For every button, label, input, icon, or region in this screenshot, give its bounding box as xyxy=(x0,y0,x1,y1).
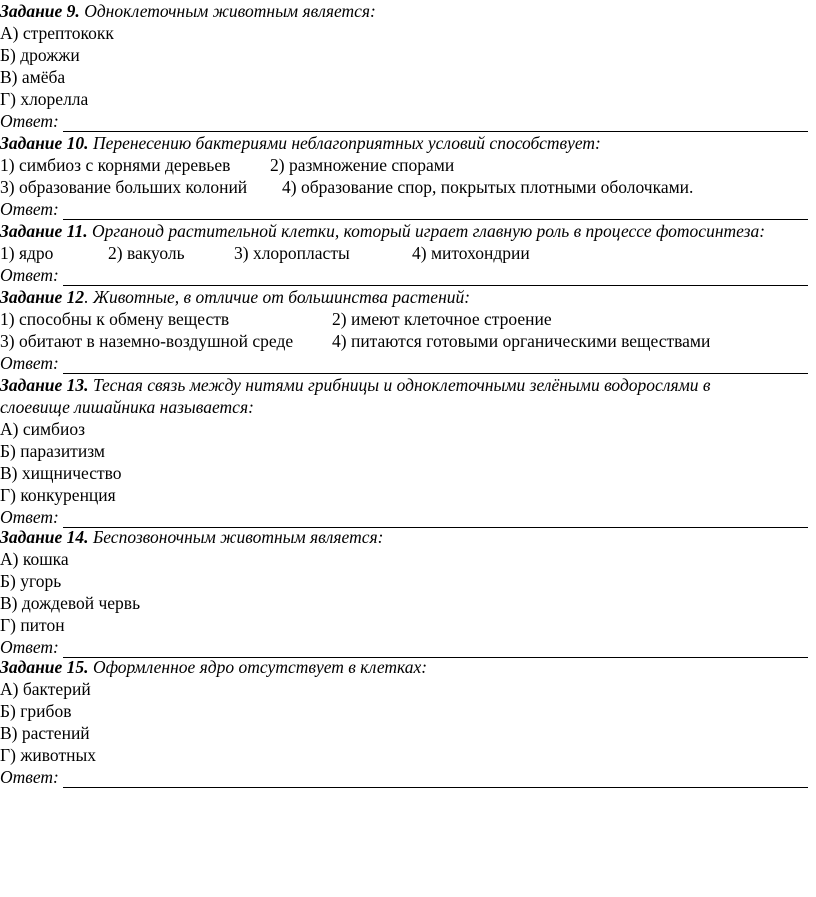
question-number: Задание 11. xyxy=(0,221,88,241)
option: Б) грибов xyxy=(0,701,72,721)
question-number: Задание 12 xyxy=(0,287,85,307)
option: В) растений xyxy=(0,723,90,743)
question-text: Перенесению бактериями неблагоприятных условий способствует: xyxy=(88,133,601,153)
option: 2) вакуоль xyxy=(108,243,185,263)
answer-label: Ответ: xyxy=(0,265,59,285)
option: 4) митохондрии xyxy=(412,243,530,263)
question-text: Оформленное ядро отсутствует в клетках: xyxy=(88,657,428,677)
question-text: Беспозвоночным животным является: xyxy=(88,527,384,547)
option: Г) хлорелла xyxy=(0,89,89,109)
option: Б) паразитизм xyxy=(0,441,105,461)
option: 1) способны к обмену веществ xyxy=(0,309,230,329)
answer-line[interactable] xyxy=(0,506,808,528)
option: Б) угорь xyxy=(0,571,62,591)
question-11 xyxy=(0,220,765,242)
answer-line[interactable] xyxy=(0,352,808,374)
answer-line[interactable] xyxy=(0,198,808,220)
answer-rule xyxy=(63,358,808,374)
question-text: . Животные, в отличие от большинства растений: xyxy=(84,287,471,307)
answer-label: Ответ: xyxy=(0,507,59,527)
question-text: Органоид растительной клетки, который играет главную роль в процессе фотосинтеза: xyxy=(87,221,766,241)
question-number: Задание 10. xyxy=(0,133,89,153)
question-text: Тесная связь между нитями грибницы и одноклеточными зелёными водорослями в xyxy=(88,375,711,395)
answer-label: Ответ: xyxy=(0,111,59,131)
option: 3) обитают в наземно-воздушной среде xyxy=(0,331,294,351)
option: 4) питаются готовыми органическими веществами xyxy=(332,331,711,351)
option: А) симбиоз xyxy=(0,419,85,439)
answer-rule xyxy=(63,772,808,788)
answer-label: Ответ: xyxy=(0,353,59,373)
question-10 xyxy=(0,132,601,154)
question-number: Задание 9. xyxy=(0,1,80,21)
option: 1) ядро xyxy=(0,243,54,263)
question-15 xyxy=(0,656,427,678)
option: В) амёба xyxy=(0,67,66,87)
answer-label: Ответ: xyxy=(0,637,59,657)
option: А) стрептококк xyxy=(0,23,114,43)
answer-rule xyxy=(63,270,808,286)
question-9 xyxy=(0,0,376,22)
option: В) дождевой червь xyxy=(0,593,141,613)
option: 2) размножение спорами xyxy=(270,155,455,175)
option: А) бактерий xyxy=(0,679,91,699)
answer-label: Ответ: xyxy=(0,767,59,787)
option: 2) имеют клеточное строение xyxy=(332,309,552,329)
question-text-continued: слоевище лишайника называется: xyxy=(0,397,254,417)
answer-rule xyxy=(63,204,808,220)
answer-line[interactable] xyxy=(0,766,808,788)
option: Г) питон xyxy=(0,615,65,635)
question-number: Задание 15. xyxy=(0,657,89,677)
option: В) хищничество xyxy=(0,463,122,483)
answer-rule xyxy=(63,116,808,132)
option: 3) хлоропласты xyxy=(234,243,350,263)
option: 4) образование спор, покрытых плотными оболочками. xyxy=(282,177,694,197)
options-row xyxy=(0,176,816,198)
question-number: Задание 13. xyxy=(0,375,89,395)
question-number: Задание 14. xyxy=(0,527,89,547)
answer-label: Ответ: xyxy=(0,199,59,219)
option: А) кошка xyxy=(0,549,69,569)
question-text: Одноклеточным животным является: xyxy=(79,1,376,21)
option: 3) образование больших колоний xyxy=(0,177,248,197)
options-row xyxy=(0,308,816,330)
option: Г) конкуренция xyxy=(0,485,116,505)
answer-line[interactable] xyxy=(0,636,808,658)
question-13 xyxy=(0,374,710,396)
options-row xyxy=(0,242,816,264)
option: 1) симбиоз с корнями деревьев xyxy=(0,155,231,175)
question-14 xyxy=(0,526,383,548)
option: Б) дрожжи xyxy=(0,45,80,65)
answer-line[interactable] xyxy=(0,264,808,286)
options-row xyxy=(0,154,816,176)
question-12 xyxy=(0,286,470,308)
answer-line[interactable] xyxy=(0,110,808,132)
option: Г) животных xyxy=(0,745,96,765)
options-row xyxy=(0,330,816,352)
